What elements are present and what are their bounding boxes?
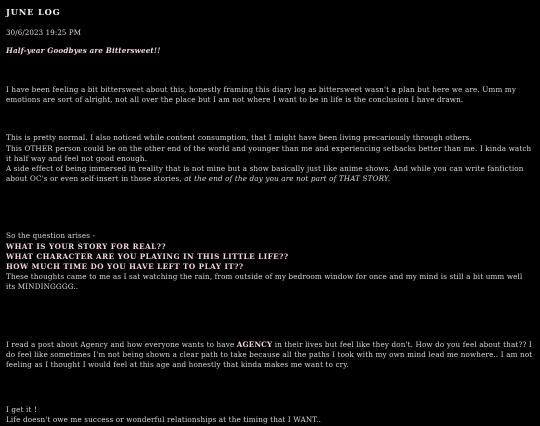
paragraph-feelings: I have been feeling a bit bittersweet about this, honestly framing this diary log as bittersweet wasn't a plan but here we are. Umm my emotions are sort of alright, not all over the place but I am not where I want to be in life is the conclusion I have drawn. <box>6 85 517 105</box>
paragraph-line: A side effect of being immersed in reality that is not mine but a show basically just like anime shows. And while you can write fanfiction about OC's or even self-insert in those stories, <box>6 164 524 184</box>
paragraph-questions <box>6 231 534 292</box>
emphasis-text: at the end of the day you are not part of THAT STORY. <box>184 174 391 184</box>
paragraph-agency <box>6 340 534 371</box>
question-time: HOW MUCH TIME DO YOU HAVE LEFT TO PLAY IT?? <box>6 262 244 272</box>
paragraph-conclusion <box>6 405 534 425</box>
conclusion-line: I get it ! <box>6 405 38 415</box>
paragraph-line: This is pretty normal. I also noticed while content consumption, that I might have been living precariously through others. <box>6 133 472 143</box>
paragraph-line: This OTHER person could be on the other end of the world and younger than me and experiencing setbacks better than me. I kinda watch it half way and feel not good enough. <box>6 143 532 163</box>
agency-start: I read a post about Agency and how everyone wants to have <box>6 339 237 349</box>
question-character: WHAT CHARACTER ARE YOU PLAYING IN THIS LITTLE LIFE?? <box>6 251 289 261</box>
log-title: JUNE LOG <box>6 7 61 17</box>
question-story: WHAT IS YOUR STORY FOR REAL?? <box>6 241 167 251</box>
agency-bold: AGENCY <box>236 339 273 349</box>
questions-after: These thoughts came to me as I sat watching the rain, from outside of my bedroom window for once and my mind is still a bit umm well its MINDINGGGG.. <box>6 272 523 292</box>
log-subtitle: Half-year Goodbyes are Bittersweet!! <box>6 46 161 55</box>
paragraph-precarious <box>6 133 534 184</box>
log-datetime: 30/6/2023 19:25 PM <box>6 29 82 37</box>
conclusion-line: Life doesn't owe me success or wonderful relationships at the timing that I WANT.. <box>6 415 322 425</box>
questions-intro: So the question arises - <box>6 231 96 241</box>
agency-end: in their lives but feel like they don't. How do you feel about that?? I do feel like sometimes I'm not being shown a clear path to take because all the paths I took with my own mind lead me nowhere.. I am not feeling as I thought I would feel at this age and honestly that kinda makes me want to cry. <box>6 339 533 370</box>
